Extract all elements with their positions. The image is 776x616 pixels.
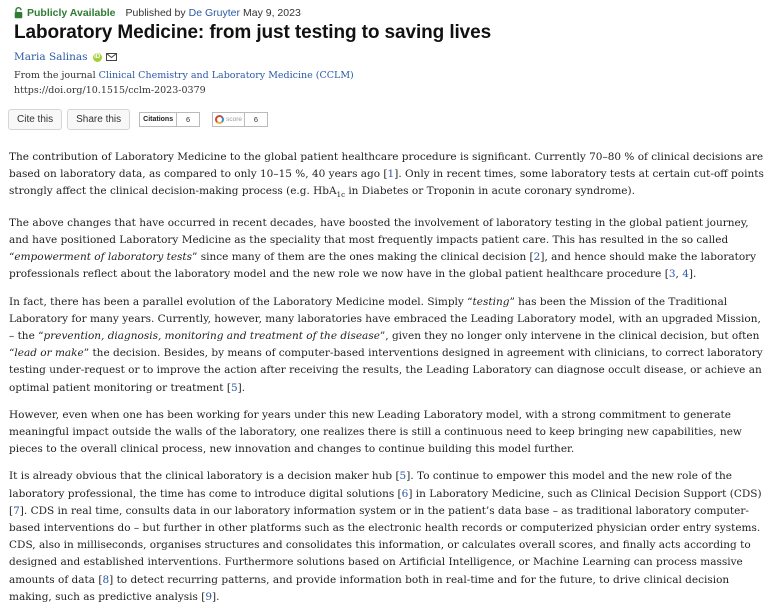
text: In fact, there has been a parallel evolution of the Laboratory Medicine model. Simply “	[9, 295, 473, 308]
article-actions	[8, 108, 268, 130]
citations-count: 6	[177, 112, 200, 127]
journal-link[interactable]: Clinical Chemistry and Laboratory Medicine (CCLM)	[98, 70, 354, 81]
emphasis: prevention, diagnosis, monitoring and treatment of the disease	[43, 329, 380, 342]
article-body	[9, 149, 767, 616]
share-button[interactable]: Share this	[67, 109, 130, 130]
emphasis: testing	[472, 295, 510, 308]
emphasis: lead or make	[14, 347, 84, 360]
altmetric-badge[interactable]	[212, 112, 268, 127]
text: The contribution of Laboratory Medicine to the global patient healthcare procedure is significant. Currently 70–80 % of clinical decisions are based on laboratory data, as compared to only 10–15 %, 40 years ago [	[9, 151, 764, 181]
paragraph-5	[9, 468, 767, 606]
text: ]. CDS in real time, consults data in our laboratory information system or in the patient’s data base – as traditional laboratory computer-based interventions do – but further in other platforms such as the electronic health records or computerized physician order entry systems. CDS, also in milliseconds, organises structures and consolidates this information, or calculates overall scores, and finally acts according to designed and established interventions. Furthermore solutions based on Artificial Intelligence, or Machine Learning can process massive amounts of data [	[9, 504, 761, 586]
author-line	[14, 51, 117, 63]
text: ].	[688, 268, 697, 281]
page-title: Laboratory Medicine: from just testing to saving lives	[14, 22, 492, 43]
journal-line	[14, 70, 354, 81]
text: ]. To continue to empower this model and the new role of the laboratory professional, the time has come to introduce digital solutions [	[9, 470, 733, 500]
reference-link[interactable]: 3	[668, 268, 676, 281]
cite-button[interactable]: Cite this	[8, 109, 62, 130]
citations-label: Citations	[139, 112, 177, 127]
reference-link[interactable]: 9	[205, 590, 213, 603]
article-meta	[14, 5, 301, 21]
text: ,	[675, 268, 683, 281]
reference-link[interactable]: 7	[13, 504, 20, 517]
reference-link[interactable]: 8	[102, 573, 110, 586]
mail-icon[interactable]	[106, 53, 117, 61]
text: ]. Only in recent times, some laboratory tests at certain cut-off points strongly affect the clinical decision-making process (e.g. HbA	[9, 168, 764, 198]
citations-badge[interactable]	[139, 112, 200, 127]
altmetric-donut-icon	[215, 115, 224, 124]
reference-link[interactable]: 1	[387, 168, 395, 181]
text: ”, given they no longer only intervene in the clinical decision, but often “	[9, 329, 760, 360]
paragraph-1	[9, 149, 767, 205]
published-prefix: Published by	[125, 7, 186, 19]
journal-prefix: From the journal	[14, 70, 96, 81]
reference-link[interactable]: 2	[533, 251, 541, 264]
emphasis: empowerment of laboratory tests	[14, 251, 193, 264]
text: ] to detect recurring patterns, and provide information both in real-time and for the future, to drive clinical decision making, such as predictive analysis [	[9, 573, 730, 603]
paragraph-4	[9, 407, 767, 459]
reference-link[interactable]: 5	[399, 470, 407, 483]
paragraph-2	[9, 215, 767, 284]
text: ” the decision. Besides, by means of computer-based interventions designed in agreement with clinicians, to correct laboratory testing under-request or to improve the action after receiving the results, the Leading Laboratory can diagnose occult disease, or achieve an optimal patient monitoring or treatment [	[9, 347, 763, 394]
text: ].	[212, 590, 220, 603]
reference-link[interactable]: 6	[401, 487, 409, 500]
text: ].	[237, 381, 246, 394]
access-status: Publicly Available	[27, 7, 116, 19]
subscript: 1c	[336, 191, 345, 200]
text: ” has been the Mission of the Traditional Laboratory for many years. Currently, however, many laboratories have embraced the Leading Laboratory model, with an upgraded Mission, – the “	[9, 295, 761, 342]
doi-link[interactable]: https://doi.org/10.1515/cclm-2023-0379	[14, 85, 206, 96]
author-link[interactable]: Maria Salinas	[14, 51, 88, 63]
text: The above changes that have occurred in recent decades, have boosted the involvement of laboratory testing in the global patient journey, and have positioned Laboratory Medicine as the speciality that most frequently impacts patient care. This has resulted in the so called “	[9, 216, 749, 264]
orcid-icon[interactable]: iD	[94, 53, 101, 60]
text: ” since many of them are the ones making the clinical decision [	[192, 251, 534, 264]
reference-link[interactable]: 4	[682, 268, 689, 281]
text: in Diabetes or Troponin in acute coronary syndrome).	[344, 185, 635, 198]
altmetric-logo	[212, 112, 245, 127]
reference-link[interactable]: 5	[230, 381, 238, 394]
paragraph-3	[9, 294, 767, 397]
text: ], and hence should make the laboratory professionals reflect about the laboratory model and the new role we now have in the global patient healthcare procedure [	[9, 251, 757, 281]
text: However, even when one has been working for years under this new Leading Laboratory model, with a strong commitment to generate meaningful impact outside the walls of the laboratory, one realizes there is still a continuous need to keep bringing new capabilities, new pieces to the overall clinical process, new innovation and changes to continue building this model further.	[9, 408, 742, 456]
altmetric-label: score	[226, 115, 243, 123]
lock-icon	[14, 7, 23, 19]
text: It is already obvious that the clinical laboratory is a decision maker hub [	[9, 470, 400, 483]
text: ] in Laboratory Medicine, such as Clinical Decision Support (CDS) [	[9, 487, 762, 517]
publish-date: May 9, 2023	[243, 7, 301, 19]
publisher-link[interactable]: De Gruyter	[188, 7, 240, 19]
altmetric-count: 6	[245, 112, 268, 127]
